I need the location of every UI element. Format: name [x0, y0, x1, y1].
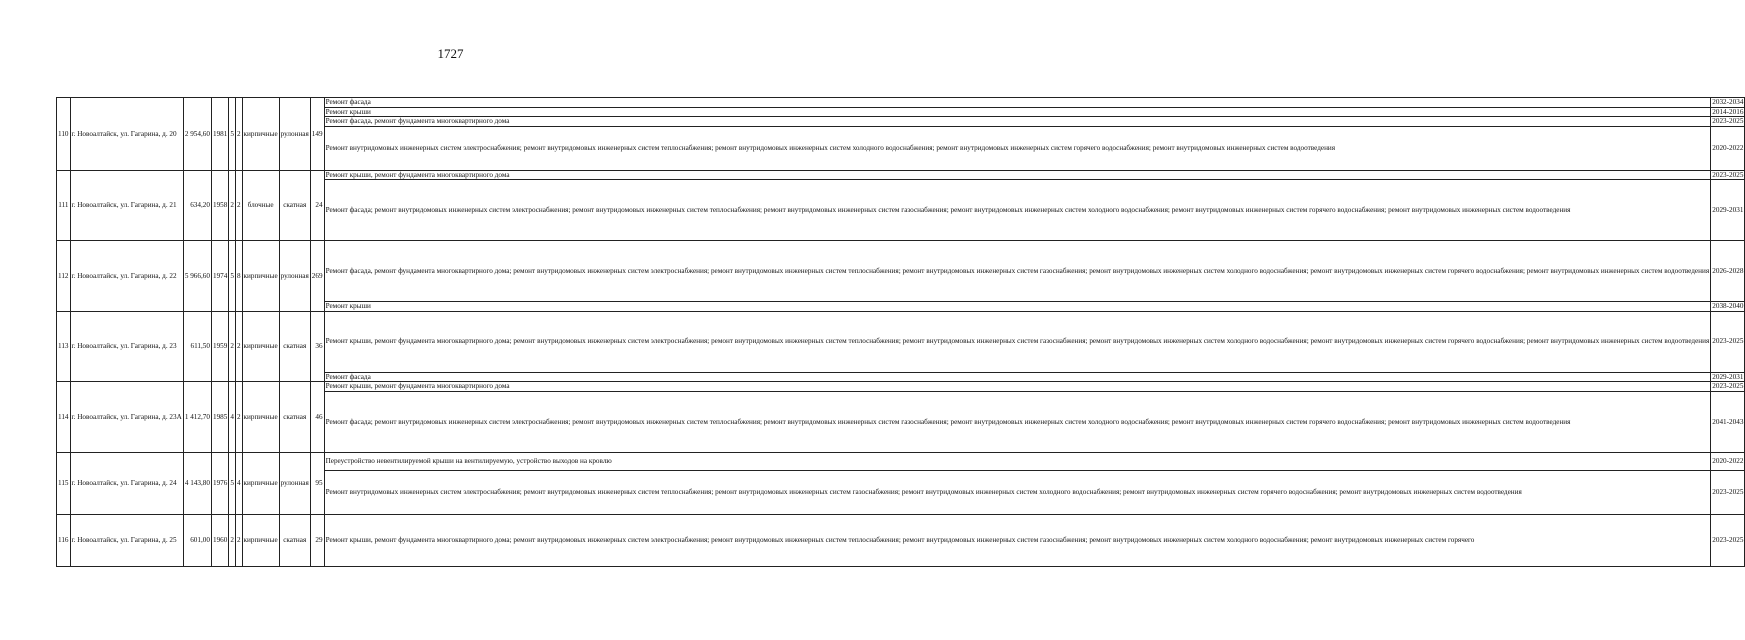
work-description: Ремонт фасада	[324, 98, 1711, 108]
work-description: Ремонт фасада; ремонт внутридомовых инженерных систем электроснабжения; ремонт внутридомовых инженерных систем теплоснабжения; ремонт внутридомовых инженерных систем газоснабжения; ремонт внутридомовых инженерных систем холодного водоснабжения; ремонт внутридомовых инженерных систем горячего водоснабжения; ремонт внутридомовых инженерных систем водоотведения	[324, 391, 1711, 452]
floors: 4	[229, 382, 236, 453]
build-year: 1960	[211, 514, 228, 566]
entrances: 2	[235, 98, 242, 171]
work-period: 2026-2028	[1711, 241, 1745, 302]
table-row	[57, 311, 1745, 372]
row-number: 111	[57, 170, 71, 241]
residents: 46	[310, 382, 324, 453]
entrances: 2	[235, 311, 242, 382]
total-area: 2 954,60	[183, 98, 211, 171]
work-period: 2023-2025	[1712, 382, 1744, 391]
work-period: 2029-2031	[1712, 372, 1744, 381]
floors: 5	[229, 452, 236, 514]
build-year: 1981	[211, 98, 228, 171]
total-area: 634,20	[183, 170, 211, 241]
row-number: 112	[57, 241, 71, 312]
work-description: Ремонт фасада, ремонт фундамента многоквартирного дома	[324, 117, 1711, 127]
work-period: 2032-2034	[1712, 98, 1744, 106]
build-year: 1985	[211, 382, 228, 453]
floors: 2	[229, 311, 236, 382]
building-address: г. Новоалтайск, ул. Гагарина, д. 23А	[70, 382, 183, 453]
work-description: Ремонт крыши, ремонт фундамента многоквартирного дома; ремонт внутридомовых инженерных систем электроснабжения; ремонт внутридомовых инженерных систем теплоснабжения; ремонт внутридомовых инженерных систем газоснабжения; ремонт внутридомовых инженерных систем холодного водоснабжения; ремонт внутридомовых инженерных систем горячего водоснабжения; ремонт внутридомовых инженерных систем водоотведения	[324, 311, 1711, 372]
table-row	[57, 170, 1745, 180]
total-area: 611,50	[183, 311, 211, 382]
floors: 2	[229, 170, 236, 241]
table-row	[57, 382, 1745, 392]
floors: 5	[229, 241, 236, 312]
work-period: 2014-2016	[1712, 107, 1744, 116]
build-year: 1959	[211, 311, 228, 382]
residents: 269	[310, 241, 324, 312]
roof-type: рулонная	[279, 241, 310, 312]
row-number: 110	[57, 98, 71, 171]
roof-type: скатная	[279, 382, 310, 453]
roof-type: скатная	[279, 170, 310, 241]
work-period: 2029-2031	[1711, 180, 1745, 241]
work-period: 2023-2025	[1712, 117, 1744, 126]
wall-material: кирпичные	[242, 452, 279, 514]
building-address: г. Новоалтайск, ул. Гагарина, д. 24	[70, 452, 183, 514]
work-period: 2023-2025	[1712, 170, 1744, 179]
total-area: 1 412,70	[183, 382, 211, 453]
table-row	[57, 241, 1745, 302]
building-address: г. Новоалтайск, ул. Гагарина, д. 25	[70, 514, 183, 566]
entrances: 8	[235, 241, 242, 312]
table-row	[57, 514, 1745, 566]
wall-material: кирпичные	[242, 311, 279, 382]
work-description: Ремонт внутридомовых инженерных систем электроснабжения; ремонт внутридомовых инженерных систем теплоснабжения; ремонт внутридомовых инженерных систем газоснабжения; ремонт внутридомовых инженерных систем холодного водоснабжения; ремонт внутридомовых инженерных систем горячего водоснабжения; ремонт внутридомовых инженерных систем водоотведения	[324, 470, 1711, 514]
residents: 149	[310, 98, 324, 171]
page-number: 1727	[437, 46, 464, 61]
entrances: 2	[235, 382, 242, 453]
work-description: Ремонт крыши, ремонт фундамента многоквартирного дома	[324, 382, 1711, 392]
table-row	[57, 452, 1745, 470]
row-number: 113	[57, 311, 71, 382]
table-row	[57, 98, 1745, 108]
work-description: Ремонт крыши	[324, 107, 1711, 117]
wall-material: кирпичные	[242, 382, 279, 453]
build-year: 1976	[211, 452, 228, 514]
total-area: 601,00	[183, 514, 211, 566]
repair-register-table	[56, 97, 1745, 567]
work-description: Ремонт крыши, ремонт фундамента многоквартирного дома; ремонт внутридомовых инженерных систем электроснабжения; ремонт внутридомовых инженерных систем теплоснабжения; ремонт внутридомовых инженерных систем газоснабжения; ремонт внутридомовых инженерных систем холодного водоснабжения; ремонт внутридомовых инженерных систем горячего	[324, 514, 1711, 566]
work-description: Ремонт внутридомовых инженерных систем электроснабжения; ремонт внутридомовых инженерных систем теплоснабжения; ремонт внутридомовых инженерных систем холодного водоснабжения; ремонт внутридомовых инженерных систем горячего водоснабжения; ремонт внутридомовых инженерных систем водоотведения	[324, 126, 1711, 170]
wall-material: кирпичные	[242, 241, 279, 312]
total-area: 4 143,80	[183, 452, 211, 514]
work-description: Ремонт фасада	[324, 372, 1711, 382]
floors: 2	[229, 514, 236, 566]
row-number: 115	[57, 452, 71, 514]
wall-material: блочные	[242, 170, 279, 241]
wall-material: кирпичные	[242, 514, 279, 566]
work-period: 2020-2022	[1711, 126, 1745, 170]
residents: 36	[310, 311, 324, 382]
building-address: г. Новоалтайск, ул. Гагарина, д. 21	[70, 170, 183, 241]
wall-material: кирпичные	[242, 98, 279, 171]
residents: 95	[310, 452, 324, 514]
roof-type: скатная	[279, 311, 310, 382]
work-description: Ремонт крыши	[324, 302, 1711, 312]
work-period: 2041-2043	[1711, 391, 1745, 452]
roof-type: рулонная	[279, 452, 310, 514]
roof-type: рулонная	[279, 98, 310, 171]
build-year: 1974	[211, 241, 228, 312]
work-description: Переустройство невентилируемой крыши на вентилируемую, устройство выходов на кровлю	[324, 452, 1711, 470]
row-number: 114	[57, 382, 71, 453]
work-period: 2023-2025	[1711, 311, 1745, 372]
total-area: 5 966,60	[183, 241, 211, 312]
building-address: г. Новоалтайск, ул. Гагарина, д. 22	[70, 241, 183, 312]
work-period: 2038-2040	[1712, 302, 1744, 311]
building-address: г. Новоалтайск, ул. Гагарина, д. 23	[70, 311, 183, 382]
entrances: 4	[235, 452, 242, 514]
entrances: 2	[235, 514, 242, 566]
building-address: г. Новоалтайск, ул. Гагарина, д. 20	[70, 98, 183, 171]
work-description: Ремонт фасада, ремонт фундамента многоквартирного дома; ремонт внутридомовых инженерных систем электроснабжения; ремонт внутридомовых инженерных систем теплоснабжения; ремонт внутридомовых инженерных систем газоснабжения; ремонт внутридомовых инженерных систем холодного водоснабжения; ремонт внутридомовых инженерных систем горячего водоснабжения; ремонт внутридомовых инженерных систем водоотведения	[324, 241, 1711, 302]
build-year: 1958	[211, 170, 228, 241]
work-description: Ремонт крыши, ремонт фундамента многоквартирного дома	[324, 170, 1711, 180]
work-period: 2020-2022	[1711, 452, 1745, 470]
entrances: 2	[235, 170, 242, 241]
roof-type: скатная	[279, 514, 310, 566]
work-period: 2023-2025	[1711, 514, 1745, 566]
residents: 29	[310, 514, 324, 566]
work-period: 2023-2025	[1711, 470, 1745, 514]
floors: 5	[229, 98, 236, 171]
residents: 24	[310, 170, 324, 241]
row-number: 116	[57, 514, 71, 566]
work-description: Ремонт фасада; ремонт внутридомовых инженерных систем электроснабжения; ремонт внутридомовых инженерных систем теплоснабжения; ремонт внутридомовых инженерных систем газоснабжения; ремонт внутридомовых инженерных систем холодного водоснабжения; ремонт внутридомовых инженерных систем горячего водоснабжения; ремонт внутридомовых инженерных систем водоотведения	[324, 180, 1711, 241]
